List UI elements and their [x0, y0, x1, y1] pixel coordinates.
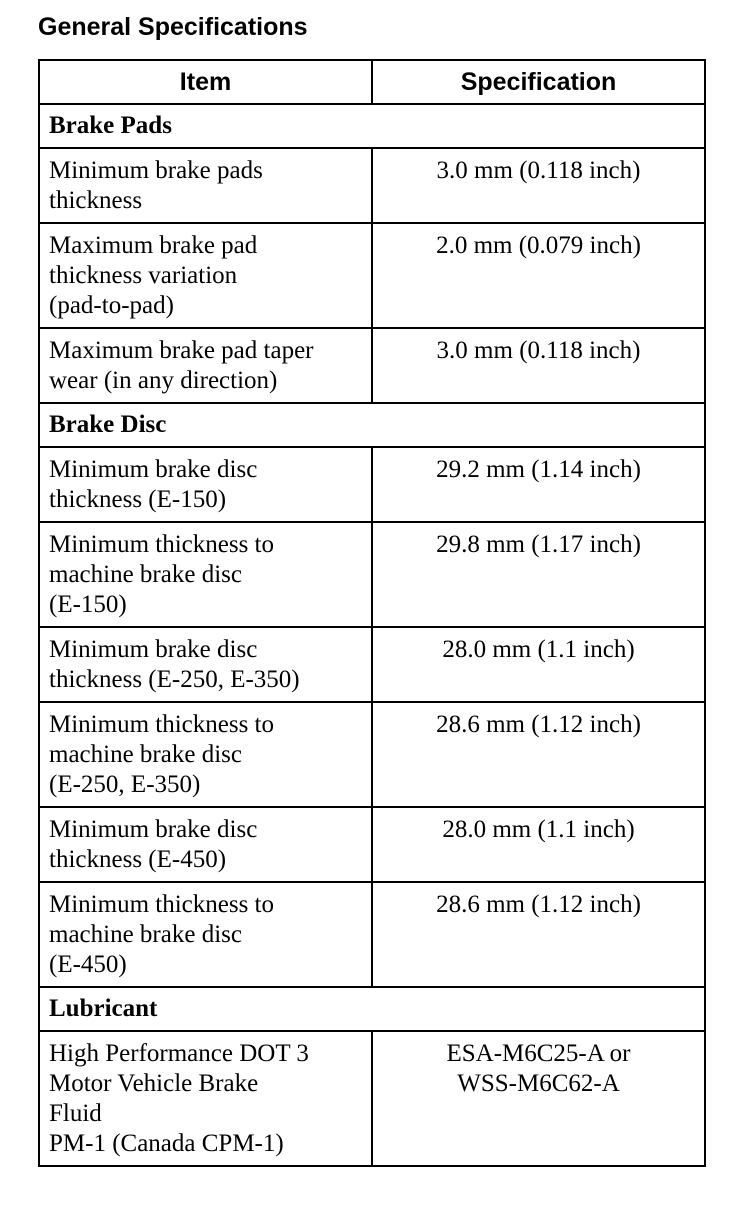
page-title: General Specifications: [38, 13, 308, 41]
spec-cell: 3.0 mm (0.118 inch): [372, 148, 705, 223]
item-cell: Minimum brake disc thickness (E-450): [39, 807, 372, 882]
spec-cell: 2.0 mm (0.079 inch): [372, 223, 705, 328]
spec-cell: 28.0 mm (1.1 inch): [372, 807, 705, 882]
table-header-row: [39, 60, 705, 104]
item-cell: Minimum thickness to machine brake disc (E-450): [39, 882, 372, 987]
item-cell: Maximum brake pad thickness variation (pad-to-pad): [39, 223, 372, 328]
column-header-item: Item: [39, 60, 372, 104]
item-cell: Minimum thickness to machine brake disc (E-150): [39, 522, 372, 627]
section-title: Lubricant: [39, 987, 705, 1031]
table-row: [39, 447, 705, 522]
table-row: [39, 223, 705, 328]
item-cell: Maximum brake pad taper wear (in any direction): [39, 328, 372, 403]
table-row: [39, 882, 705, 987]
specifications-table: [38, 59, 706, 1167]
spec-cell: 3.0 mm (0.118 inch): [372, 328, 705, 403]
table-row: [39, 1031, 705, 1166]
item-cell: Minimum brake disc thickness (E-150): [39, 447, 372, 522]
column-header-specification: Specification: [372, 60, 705, 104]
table-row: [39, 148, 705, 223]
table-row: [39, 328, 705, 403]
spec-cell: 28.0 mm (1.1 inch): [372, 627, 705, 702]
item-cell: Minimum brake pads thickness: [39, 148, 372, 223]
item-cell: Minimum thickness to machine brake disc (E-250, E-350): [39, 702, 372, 807]
table-row: [39, 807, 705, 882]
spec-cell: 29.8 mm (1.17 inch): [372, 522, 705, 627]
table-row: [39, 627, 705, 702]
section-header-lubricant: [39, 987, 705, 1031]
item-cell: Minimum brake disc thickness (E-250, E-350): [39, 627, 372, 702]
section-header-brake-pads: [39, 104, 705, 148]
spec-cell: 29.2 mm (1.14 inch): [372, 447, 705, 522]
section-title: Brake Pads: [39, 104, 705, 148]
item-cell: High Performance DOT 3 Motor Vehicle Brake Fluid PM-1 (Canada CPM-1): [39, 1031, 372, 1166]
section-header-brake-disc: [39, 403, 705, 447]
table-row: [39, 702, 705, 807]
section-title: Brake Disc: [39, 403, 705, 447]
spec-cell: ESA-M6C25-A or WSS-M6C62-A: [372, 1031, 705, 1166]
table-row: [39, 522, 705, 627]
spec-cell: 28.6 mm (1.12 inch): [372, 882, 705, 987]
spec-cell: 28.6 mm (1.12 inch): [372, 702, 705, 807]
